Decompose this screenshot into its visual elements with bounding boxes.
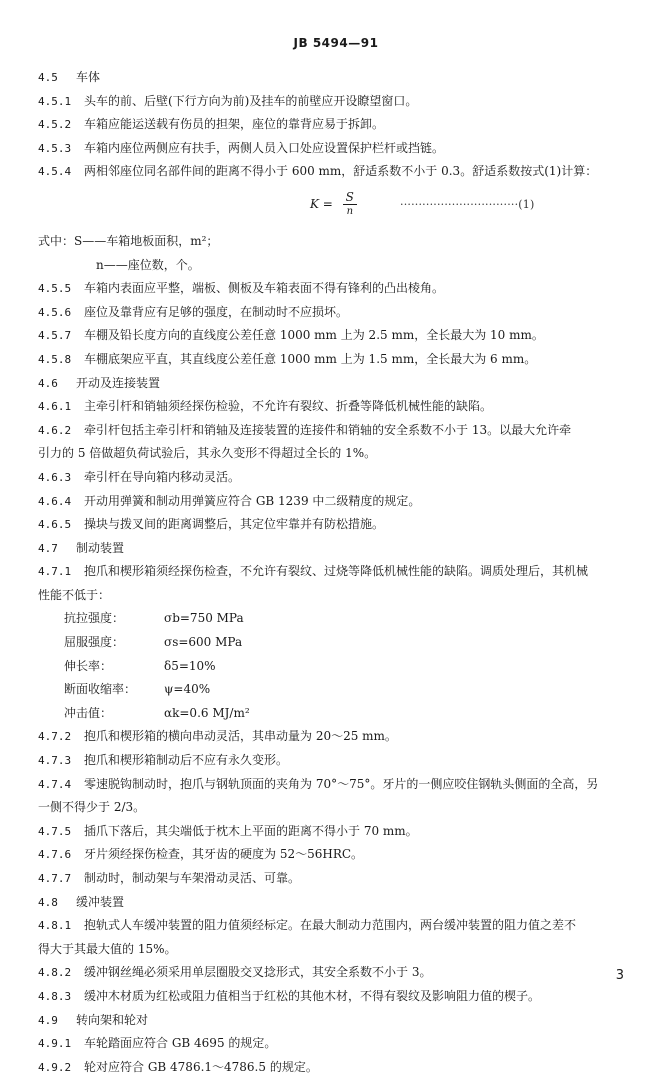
- clause: [38, 419, 638, 443]
- clause-text: 零速脱钩制动时，抱爪与钢轨顶面的夹角为 70°～75°。牙片的一侧应咬住钢轨头侧面的全高，另: [84, 776, 599, 791]
- property-row: [38, 607, 638, 631]
- formula-legend: [38, 230, 638, 277]
- clause: [38, 324, 638, 348]
- clause-number: 4.6.3: [38, 470, 72, 484]
- formula-numerator: S: [343, 190, 357, 205]
- clause-number: 4.6.5: [38, 518, 72, 532]
- formula-fraction: [343, 190, 357, 219]
- section-heading: [38, 537, 638, 561]
- clause: [38, 843, 638, 867]
- clause: [38, 961, 638, 985]
- clause-text: 两相邻座位同名部件间的距离不得小于 600 mm，舒适系数不小于 0.3。舒适系数按式(1)计算：: [84, 164, 598, 179]
- clause: [38, 348, 638, 372]
- clause-text: 车棚底架应平直，其直线度公差任意 1000 mm 上为 1.5 mm，全长最大为 6 mm。: [84, 351, 537, 366]
- property-label: 伸长率：: [64, 658, 113, 673]
- clause-text: 得大于其最大值的 15%。: [38, 941, 177, 956]
- page-number: 3: [615, 968, 624, 983]
- clause: [38, 137, 638, 161]
- clause: [38, 560, 638, 584]
- property-row: [38, 655, 638, 679]
- section-heading: [38, 372, 638, 396]
- clause-text: 牵引杆包括主牵引杆和销轴及连接装置的连接件和销轴的安全系数不小于 13。以最大允许牵: [84, 422, 572, 437]
- clause: [38, 985, 638, 1009]
- clause-text: 开动用弹簧和制动用弹簧应符合 GB 1239 中二级精度的规定。: [84, 493, 421, 508]
- property-label: 断面收缩率：: [64, 682, 137, 697]
- clause: [38, 513, 638, 537]
- clause-number: 4.7.6: [38, 848, 72, 862]
- legend-line: 式中：S——车箱地板面积，m²；: [38, 233, 219, 248]
- clause-number: 4.7.1: [38, 565, 72, 579]
- clause-text: 头车的前、后壁(下行方向为前)及挂车的前壁应开设瞭望窗口。: [84, 93, 418, 108]
- clause-text: 缓冲钢丝绳必须采用单层圈股交叉捻形式，其安全系数不小于 3。: [84, 965, 432, 980]
- clause-text: 操块与拨叉间的距离调整后，其定位牢靠并有防松措施。: [84, 517, 385, 532]
- legend-line: n——座位数，个。: [96, 257, 200, 272]
- clause-number: 4.5.8: [38, 352, 72, 366]
- clause-text: 轮对应符合 GB 4786.1～4786.5 的规定。: [84, 1059, 318, 1074]
- clause-text: 开动及连接装置: [76, 375, 161, 390]
- clause-text: 性能不低于：: [38, 587, 111, 602]
- clause: [38, 725, 638, 749]
- clause-text: 车棚及铅长度方向的直线度公差任意 1000 mm 上为 2.5 mm，全长最大为 10 mm。: [84, 328, 544, 343]
- clauses-block-2: [38, 277, 638, 607]
- clause-number: 4.5: [38, 71, 58, 84]
- clause-continuation: [38, 584, 638, 608]
- clause-number: 4.7.5: [38, 824, 72, 838]
- clause: [38, 749, 638, 773]
- property-label: 冲击值：: [64, 705, 113, 720]
- clause-number: 4.8.3: [38, 989, 72, 1003]
- clause: [38, 1056, 638, 1079]
- clause-number: 4.9.2: [38, 1060, 72, 1074]
- clause: [38, 867, 638, 891]
- clause-number: 4.9.1: [38, 1037, 72, 1051]
- clause-number: 4.7.4: [38, 777, 72, 791]
- clause-number: 4.6: [38, 376, 58, 390]
- clause-text: 抱爪和楔形箱制动后不应有永久变形。: [84, 753, 289, 768]
- clause-number: 4.5.5: [38, 282, 72, 296]
- clause: [38, 490, 638, 514]
- formula-denominator: n: [346, 205, 354, 217]
- clause-continuation: [38, 938, 638, 962]
- property-row: [38, 678, 638, 702]
- clauses-block-3: [38, 725, 638, 1079]
- clause-text: 牙片须经探伤检查，其牙齿的硬度为 52～56HRC。: [84, 847, 364, 862]
- section-heading: [38, 1009, 638, 1033]
- clause-text: 抱爪和楔形箱须经探伤检查，不允许有裂纹、过烧等降低机械性能的缺陷。调质处理后，其机械: [84, 564, 589, 579]
- clause: [38, 160, 638, 184]
- formula-number: ································(1): [400, 197, 535, 211]
- clause: [38, 301, 638, 325]
- clause-text: 制动装置: [76, 540, 125, 555]
- property-row: [38, 702, 638, 726]
- clause: [38, 773, 638, 797]
- mechanical-properties: [38, 607, 638, 725]
- clause-number: 4.5.1: [38, 94, 72, 108]
- property-label: 屈服强度：: [64, 635, 125, 650]
- clause-number: 4.6.2: [38, 423, 72, 437]
- clause-continuation: [38, 796, 638, 820]
- clause-text: 缓冲装置: [76, 894, 125, 909]
- property-value: αk=0.6 MJ/m²: [164, 705, 250, 720]
- clause-number: 4.7.2: [38, 730, 72, 744]
- formula-expression: [310, 190, 357, 219]
- clause-number: 4.8.2: [38, 966, 72, 980]
- clause-text: 车轮踏面应符合 GB 4695 的规定。: [84, 1036, 277, 1051]
- property-value: σs=600 MPa: [164, 635, 243, 650]
- clause: [38, 820, 638, 844]
- document-body: [38, 66, 638, 1079]
- clause-number: 4.9: [38, 1013, 58, 1027]
- clause-text: 插爪下落后，其尖端低于枕木上平面的距离不得小于 70 mm。: [84, 823, 418, 838]
- clause-text: 缓冲木材质为红松或阻力值相当于红松的其他木材，不得有裂纹及影响阻力值的楔子。: [84, 988, 541, 1003]
- clause-text: 一侧不得少于 2/3。: [38, 800, 146, 815]
- clause-number: 4.7: [38, 541, 58, 555]
- clause-text: 制动时，制动架与车架滑动灵活、可靠。: [84, 871, 301, 885]
- clause-text: 转向架和轮对: [76, 1012, 149, 1027]
- clause-number: 4.5.7: [38, 329, 72, 343]
- clause-number: 4.8.1: [38, 919, 72, 933]
- clause-continuation: [38, 442, 638, 466]
- clause: [38, 277, 638, 301]
- clauses-block-1: [38, 66, 638, 184]
- clause-number: 4.7.3: [38, 754, 72, 768]
- clause-text: 引力的 5 倍做超负荷试验后，其永久变形不得超过全长的 1%。: [38, 446, 377, 461]
- clause-text: 座位及靠背应有足够的强度，在制动时不应损坏。: [84, 304, 349, 319]
- clause-number: 4.5.4: [38, 165, 72, 179]
- formula-lhs: K =: [310, 196, 333, 211]
- property-value: ψ=40%: [164, 682, 211, 697]
- section-heading: [38, 891, 638, 915]
- clause-number: 4.5.3: [38, 141, 72, 155]
- clause-text: 车体: [76, 70, 101, 84]
- clause-number: 4.8: [38, 895, 58, 909]
- clause-number: 4.7.7: [38, 872, 72, 885]
- section-heading: [38, 66, 638, 90]
- clause-text: 抱爪和楔形箱的横向串动灵活，其串动量为 20～25 mm。: [84, 729, 397, 744]
- clause: [38, 113, 638, 137]
- clause: [38, 1032, 638, 1056]
- property-label: 抗拉强度：: [64, 611, 125, 626]
- clause: [38, 395, 638, 419]
- property-value: δ5=10%: [164, 658, 216, 673]
- clause: [38, 90, 638, 114]
- clause-number: 4.6.1: [38, 400, 72, 414]
- clause-text: 车箱内表面应平整，端板、侧板及车箱表面不得有锋利的凸出棱角。: [84, 281, 445, 296]
- clause-number: 4.5.2: [38, 118, 72, 132]
- clause-number: 4.5.6: [38, 305, 72, 319]
- clause-number: 4.6.4: [38, 494, 72, 508]
- clause-text: 车箱应能运送载有伤员的担架，座位的靠背应易于拆卸。: [84, 117, 385, 132]
- property-value: σb=750 MPa: [164, 611, 244, 626]
- clause-text: 抱轨式人车缓冲装置的阻力值须经标定。在最大制动力范围内，两台缓冲装置的阻力值之差不: [84, 918, 577, 933]
- page-header: JB 5494—91: [293, 36, 379, 50]
- clause-text: 主牵引杆和销轴须经探伤检验，不允许有裂纹、折叠等降低机械性能的缺陷。: [84, 399, 493, 414]
- formula-1: [38, 184, 638, 230]
- property-row: [38, 631, 638, 655]
- clause: [38, 914, 638, 938]
- clause-text: 牵引杆在导向箱内移动灵活。: [84, 469, 241, 484]
- clause: [38, 466, 638, 490]
- clause-text: 车箱内座位两侧应有扶手，两侧人员入口处应设置保护栏杆或挡链。: [84, 140, 445, 155]
